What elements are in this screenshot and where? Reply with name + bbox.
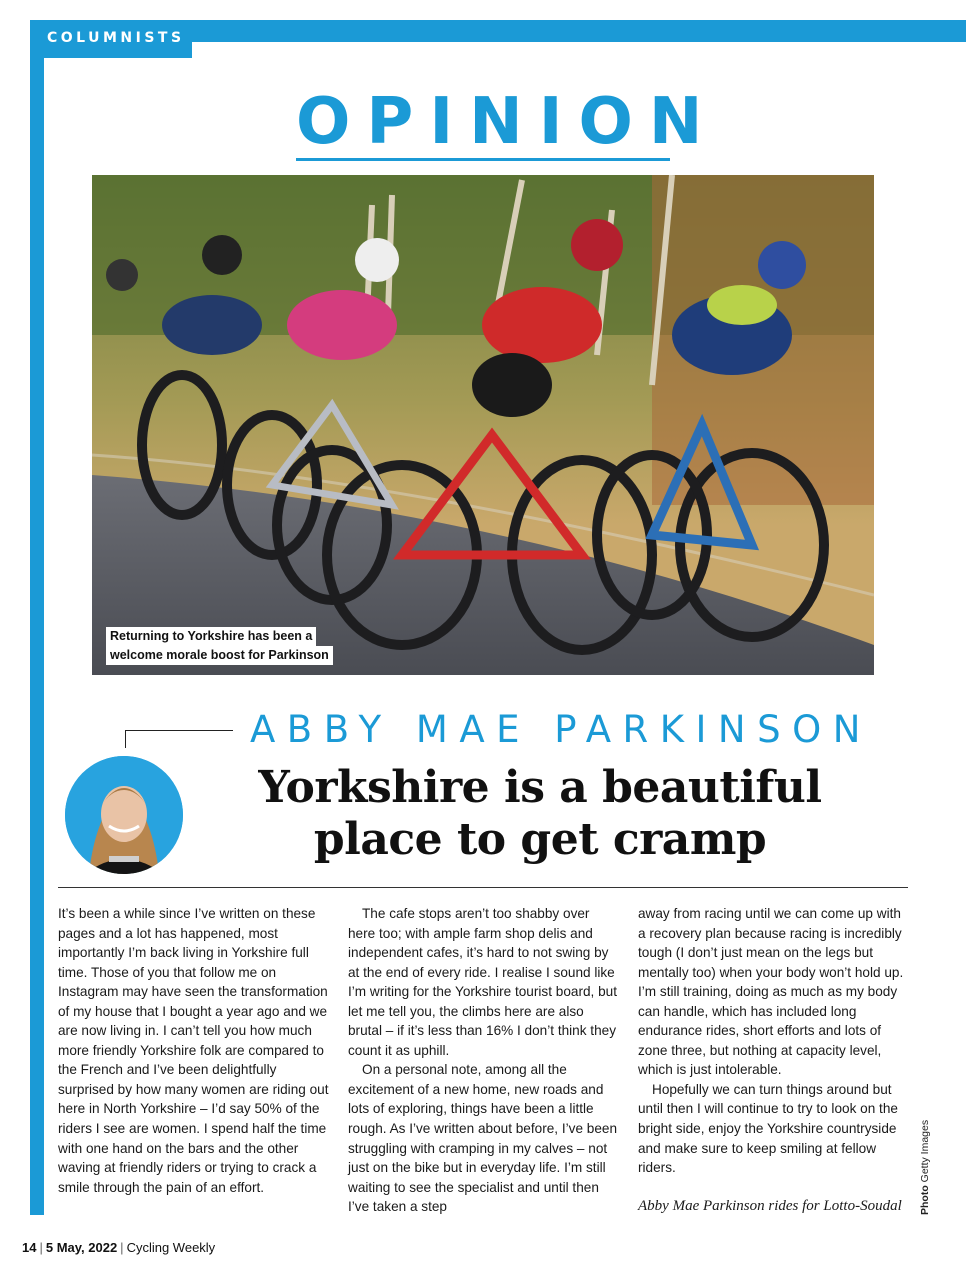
body-column-3: [638, 904, 910, 1178]
page-title: OPINION: [296, 85, 719, 159]
body-column-2: [348, 904, 620, 1217]
page-footer: 14 | 5 May, 2022 | Cycling Weekly: [22, 1240, 216, 1255]
page-number: 14: [22, 1240, 37, 1255]
photo-caption: [106, 627, 333, 665]
paragraph: Hopefully we can turn things around but until then I will continue to try to look on the bright side, enjoy the Yorkshire countryside and make sure to keep smiling at fellow riders.: [638, 1081, 898, 1176]
headline: [230, 762, 850, 866]
issue-date: 5 May, 2022: [45, 1240, 118, 1255]
cycling-race-photo: [92, 175, 874, 675]
author-signoff: Abby Mae Parkinson rides for Lotto-Soudal: [638, 1198, 902, 1214]
connector-line-vertical: [125, 730, 126, 748]
connector-line: [125, 730, 233, 731]
author-name: ABBY MAE PARKINSON: [250, 708, 872, 751]
publication-name: Cycling Weekly: [126, 1240, 216, 1255]
left-accent-bar: [30, 20, 44, 1215]
section-label: COLUMNISTS: [47, 30, 185, 46]
caption-line-1: Returning to Yorkshire has been a: [106, 627, 316, 646]
paragraph: It’s been a while since I’ve written on these pages and a lot has happened, most importantly I’m back living in Yorkshire full time. Those of you that follow me on Instagram may have seen the transformation of my house that I bought a year ago and we are now living in. I can’t tell you how much more friendly Yorkshire folk are compared to the French and I’ve been delightfully surprised by how many women are riding out here in North Yorkshire – I’d say 50% of the riders I see are women. I spend half the time with one hand on the bars and the other waving at friendly riders or trying to crack a smile through the pain of an effort.: [58, 906, 329, 1195]
photo-credit: [919, 1120, 931, 1215]
headline-line-1: Yorkshire is a beautiful: [258, 762, 822, 813]
divider: [58, 887, 908, 888]
body-column-1: [58, 904, 330, 1197]
caption-line-2: welcome morale boost for Parkinson: [106, 646, 333, 665]
avatar: [65, 756, 183, 874]
paragraph: away from racing until we can come up with a recovery plan because racing is incredibly tough (I don’t just mean on the legs but mentally too) when your body won’t hold up. I’m still training, doing as much as my body can handle, which has included long endurance rides, short efforts and lots of zone three, but nothing at capacity level, which is just intolerable.: [638, 906, 904, 1078]
paragraph: The cafe stops aren’t too shabby over here too; with ample farm shop delis and independent cafes, it’s hard to not swing by at the end of every ride. I realise I sound like I’m writing for the Yorkshire tourist board, but let me tell you, the climbs here are also brutal – if it’s less than 16% I don’t think they count it as uphill.: [348, 906, 617, 1058]
paragraph: On a personal note, among all the excitement of a new home, new roads and lots of exploring, things have been a little rough. As I’ve written about before, I’ve been struggling with cramping in my calves – not just on the bike but in everyday life. I’m still waiting to see the specialist and until then I’ve taken a step: [348, 1062, 618, 1215]
photo-credit-source: Getty Images: [919, 1119, 931, 1183]
headline-line-2: place to get cramp: [313, 814, 767, 865]
photo-credit-label: Photo: [919, 1185, 931, 1215]
